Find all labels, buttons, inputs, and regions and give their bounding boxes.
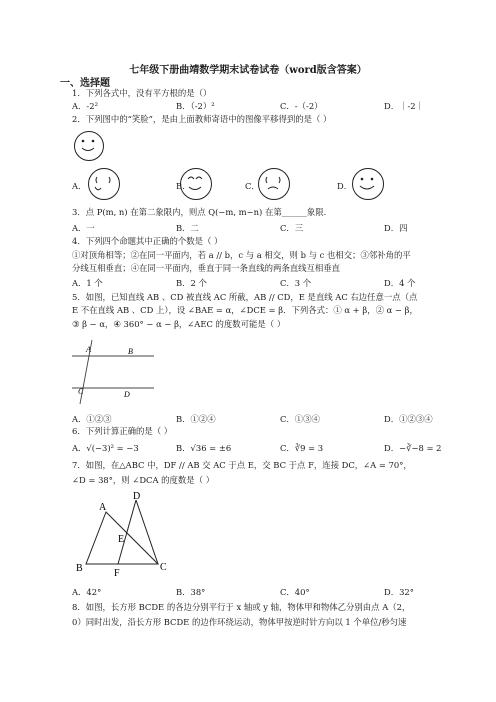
q2-option-a: A． — [72, 181, 87, 191]
q6-stem: 6．下列计算正确的是（ ） — [72, 426, 173, 436]
smiley-face-b — [180, 168, 212, 200]
smiley-face-c — [258, 168, 290, 200]
q5-line1: 5．如图，已知直线 AB 、CD 被直线 AC 所截，AB // CD，E 是直线 AC 右边任意一点（点 — [72, 292, 418, 302]
label-a: A — [86, 345, 91, 354]
q1-option-b: B．（-2）² — [176, 101, 215, 111]
q8-line1: 8．如图，长方形 BCDE 的各边分别平行于 x 轴或 y 轴，物体甲和物体乙分别由点 A（2， — [72, 602, 411, 612]
q7-option-b: B．38° — [176, 587, 206, 597]
q5-option-d: D．①②③④ — [384, 414, 433, 424]
q4-line1: ①对顶角相等；②在同一平面内，若 a // b，c 与 a 相交，则 b 与 c 也相交；③邻补角的平 — [72, 250, 411, 260]
q4-stem: 4．下列四个命题其中正确的个数是（ ） — [72, 236, 223, 246]
q1-option-a: A．-2² — [72, 101, 98, 111]
q7-option-c: C．40° — [280, 587, 310, 597]
q4-option-c: C．3 个 — [280, 278, 312, 288]
q5-option-a: A．①②③ — [72, 414, 112, 424]
q4-option-b: B．2 个 — [176, 278, 207, 288]
q2-option-c: C． — [245, 181, 260, 191]
q2-option-d: D． — [337, 181, 353, 191]
q3-option-b: B．二 — [176, 223, 199, 233]
q7-line2: ∠D = 38°，则 ∠DCA 的度数是（ ） — [72, 475, 215, 485]
q1-stem: 1．下列各式中，没有平方根的是（） — [72, 88, 212, 98]
q6-option-c: C．∛9 = 3 — [280, 443, 324, 453]
label-b: B — [128, 347, 133, 356]
q7-line1: 7．如图，在△ABC 中，DF // AB 交 AC 于点 E，交 BC 于点 F，连接 DC，∠A = 70°， — [72, 460, 412, 470]
q7-option-a: A．42° — [72, 587, 102, 597]
q5-option-b: B．①②④ — [176, 414, 216, 424]
q1-option-c: C．-（-2） — [280, 101, 323, 111]
q4-option-d: D．4 个 — [384, 278, 416, 288]
label-d: D — [124, 390, 130, 399]
q3-option-d: D．四 — [384, 223, 408, 233]
smiley-face-a — [88, 168, 120, 200]
line-df — [118, 500, 136, 564]
q5-line2: E 不在直线 AB 、CD 上），设 ∠BAE = α，∠DCE = β．下列各式：① α + β，② α − β， — [72, 305, 418, 315]
q3-option-a: A．一 — [72, 223, 95, 233]
label-c: C — [160, 562, 167, 573]
line-dc — [136, 500, 158, 564]
q2-option-b: B． — [176, 181, 191, 191]
label-f: F — [114, 568, 120, 578]
q6-option-a: A．√(−3)² = −3 — [72, 443, 139, 453]
smiley-face-d — [352, 168, 384, 200]
q7-figure — [72, 490, 180, 578]
label-d: D — [133, 491, 141, 502]
q3-option-c: C．三 — [280, 223, 304, 233]
q5-line3: ③ β − α，④ 360° − α − β，∠AEC 的度数可能是（ ） — [72, 319, 286, 329]
q2-stem: 2．下列图中的“笑脸”，是由上面教师寄语中的图像平移得到的是（ ） — [72, 114, 332, 124]
q5-figure — [72, 336, 162, 408]
label-e: E — [118, 534, 125, 545]
section-heading: 一、选择题 — [60, 78, 110, 89]
q7-option-d: D．32° — [384, 587, 414, 597]
page-title: 七年级下册曲靖数学期末试卷试卷（word版含答案） — [129, 65, 367, 76]
q6-option-b: B．√36 = ±6 — [176, 443, 232, 453]
q5-option-c: C．①③④ — [280, 414, 320, 424]
q4-line2: 分线互相垂直；④在同一平面内，垂直于同一条直线的两条直线互相垂直 — [72, 263, 340, 273]
label-c: C — [78, 387, 84, 396]
smiley-face-original — [74, 131, 104, 161]
q1-option-d: D．｜-2｜ — [384, 101, 424, 111]
q8-line2: 0）同时出发，沿长方形 BCDE 的边作环绕运动，物体甲按逆时针方向以 1 个单位/秒匀速 — [72, 617, 407, 627]
label-b: B — [76, 563, 83, 574]
q4-option-a: A．1 个 — [72, 278, 103, 288]
q3-stem: 3．点 P(m, n) 在第二象限内，则点 Q(−m, m−n) 在第______象限. — [72, 207, 327, 217]
label-a: A — [99, 502, 107, 513]
q6-option-d: D．−∛−8 = 2 — [384, 443, 442, 453]
